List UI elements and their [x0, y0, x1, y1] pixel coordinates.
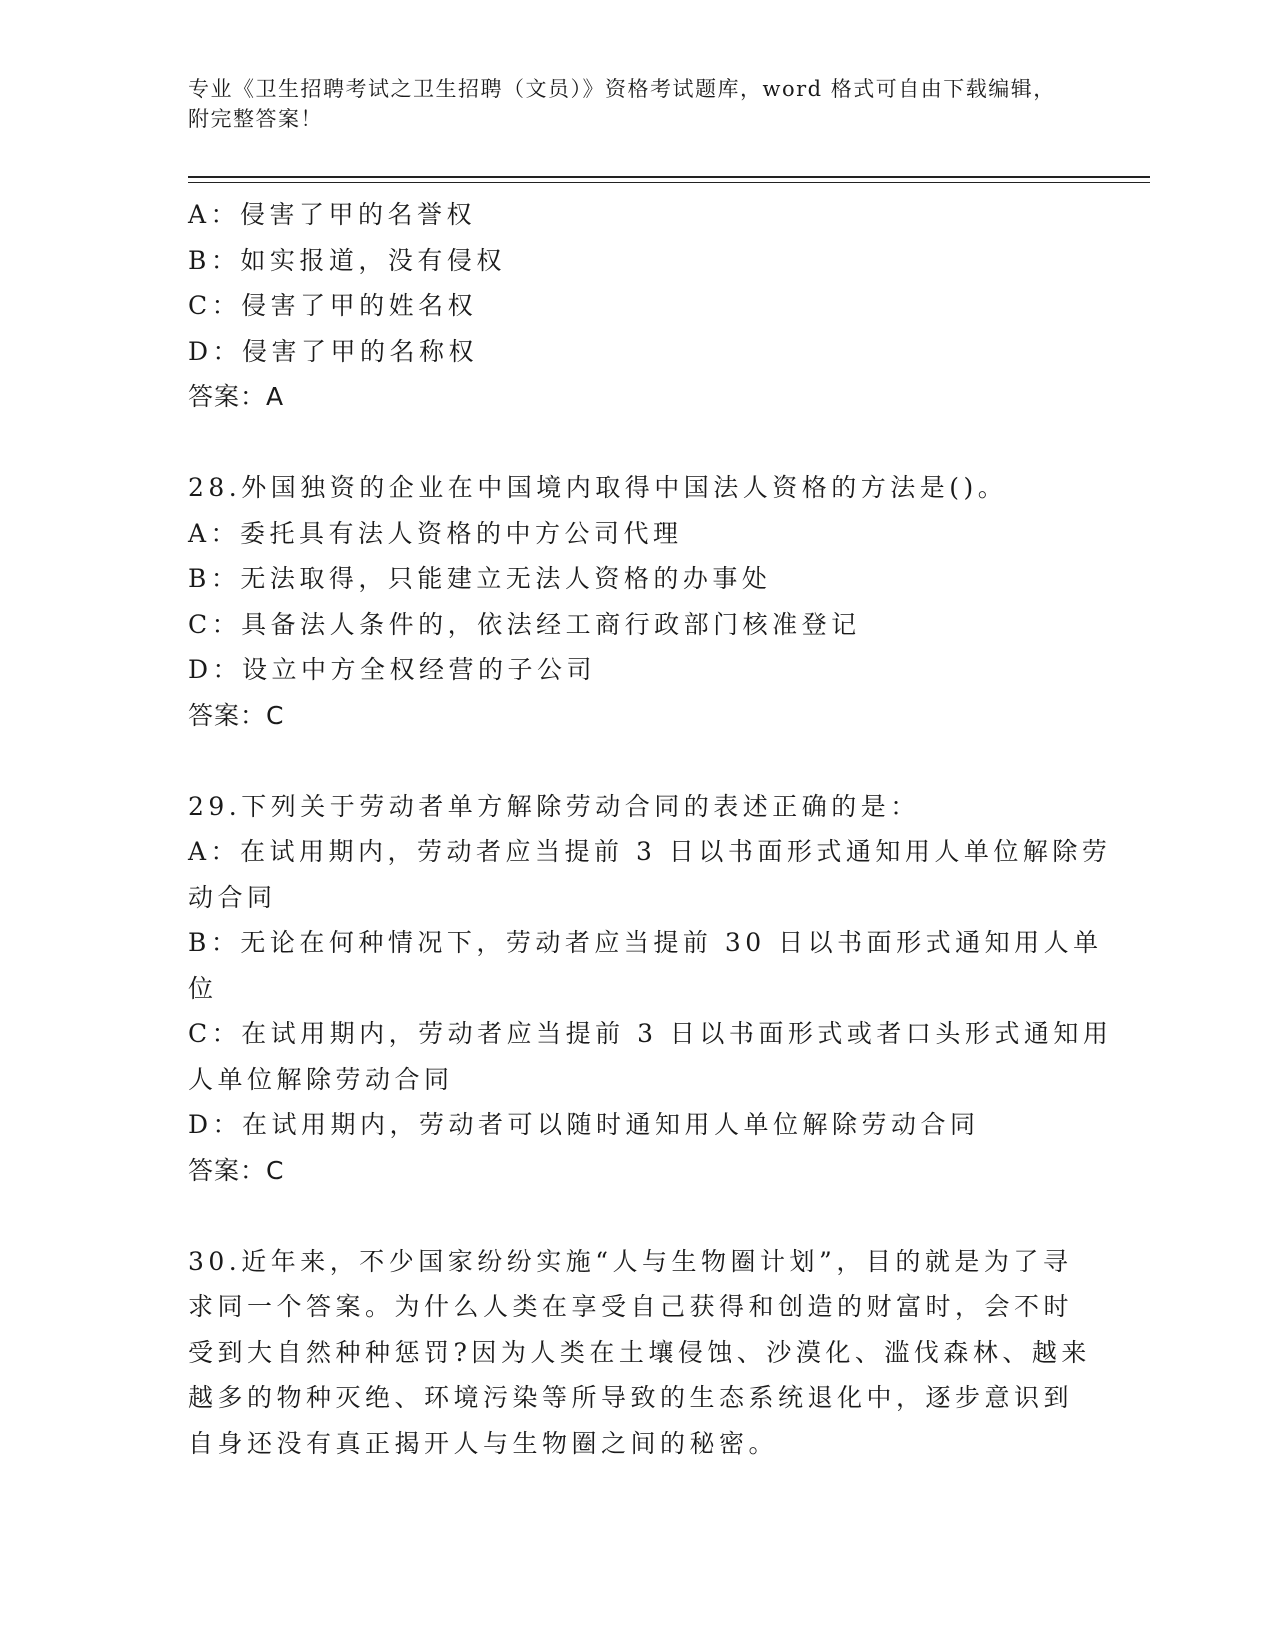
- option-a: A：侵害了甲的名誉权: [188, 200, 477, 229]
- option-d: D：侵害了甲的名称权: [188, 336, 479, 366]
- answer-line: 答案：C: [188, 1155, 285, 1185]
- spacer: [188, 420, 1068, 466]
- option-d: D：设立中方全权经营的子公司: [188, 655, 597, 684]
- option-c: C：在试用期内，劳动者应当提前 3 日以书面形式或者口头形式通知用: [188, 1019, 1113, 1048]
- spacer: [188, 738, 1068, 784]
- question-text-line: 越多的物种灭绝、环境污染等所导致的生态系统退化中，逐步意识到: [188, 1383, 1074, 1412]
- option-c-continued: 人单位解除劳动合同: [188, 1064, 454, 1094]
- question-text: 29.下列关于劳动者单方解除劳动合同的表述正确的是：: [188, 791, 920, 821]
- question-content: [188, 192, 1113, 1466]
- option-a: A：在试用期内，劳动者应当提前 3 日以书面形式通知用人单位解除劳: [188, 837, 1112, 866]
- question-27: [188, 192, 1068, 420]
- option-c: C：侵害了甲的姓名权: [188, 291, 478, 320]
- document-header: 专业《卫生招聘考试之卫生招聘（文员）》资格考试题库，word 格式可自由下载编辑，附完整答案！: [188, 77, 1056, 131]
- question-text-line: 受到大自然种种惩罚?因为人类在土壤侵蚀、沙漠化、滥伐森林、越来: [188, 1337, 1091, 1367]
- question-text: 28.外国独资的企业在中国境内取得中国法人资格的方法是()。: [188, 473, 1008, 502]
- option-b: B：无法取得，只能建立无法人资格的办事处: [188, 564, 772, 593]
- option-a: A：委托具有法人资格的中方公司代理: [188, 518, 683, 548]
- option-b-continued: 位: [188, 973, 218, 1003]
- spacer: [188, 1193, 1068, 1239]
- answer-line: 答案：A: [188, 382, 285, 411]
- header-rule-thin: [188, 182, 1150, 183]
- question-text-line: 自身还没有真正揭开人与生物圈之间的秘密。: [188, 1428, 779, 1458]
- question-29: [188, 784, 1113, 1194]
- answer-line: 答案：C: [188, 700, 285, 730]
- option-a-continued: 动合同: [188, 882, 277, 912]
- option-b: B：无论在何种情况下，劳动者应当提前 30 日以书面形式通知用人单: [188, 928, 1103, 957]
- header-rule-thick: [188, 176, 1150, 178]
- question-text-line: 30.近年来，不少国家纷纷实施“人与生物圈计划”，目的就是为了寻: [188, 1246, 1073, 1276]
- option-b: B：如实报道，没有侵权: [188, 245, 506, 275]
- option-c: C：具备法人条件的，依法经工商行政部门核准登记: [188, 609, 861, 639]
- question-text-line: 求同一个答案。为什么人类在享受自己获得和创造的财富时，会不时: [188, 1292, 1074, 1321]
- question-30: [188, 1239, 1091, 1467]
- option-d: D：在试用期内，劳动者可以随时通知用人单位解除劳动合同: [188, 1110, 980, 1139]
- question-28: [188, 465, 1068, 738]
